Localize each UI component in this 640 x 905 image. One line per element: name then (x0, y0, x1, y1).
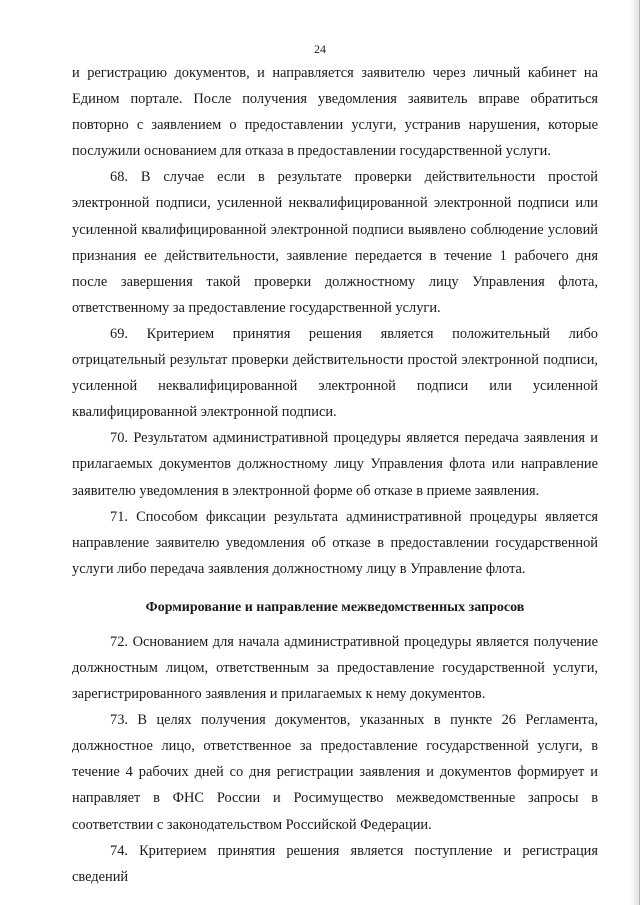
paragraph-73: 73. В целях получения документов, указанных в пункте 26 Регламента, должностное лицо, ответственное за предоставление государственной услуги, в течение 4 рабочих дней со дня регистрации заявления и документов формирует и направляет в ФНС России и Росимущество межведомственные запросы в соответствии с законодательством Российской Федерации. (72, 712, 598, 833)
paragraph-68: 68. В случае если в результате проверки действительности простой электронной подписи, усиленной неквалифицированной электронной подписи или усиленной квалифицированной электронной подписи выявлено соблюдение условий признания ее действительности, заявление передается в течение 1 рабочего дня после завершения такой проверки должностному лицу Управления флота, ответственному за предоставление государственной услуги. (72, 169, 598, 316)
section-heading: Формирование и направление межведомственных запросов (145, 599, 525, 615)
document-body (72, 60, 598, 890)
paragraph-72: 72. Основанием для начала административной процедуры является получение должностным лицом, ответственным за предоставление государственной услуги, зарегистрированного заявления и прилагаемых к нему документов. (72, 633, 598, 703)
paragraph-70: 70. Результатом административной процедуры является передача заявления и прилагаемых документов должностному лицу Управления флота или направление заявителю уведомления в электронной форме об отказе в приеме заявления. (72, 430, 598, 499)
paragraph-71: 71. Способом фиксации результата административной процедуры является направление заявителю уведомления об отказе в предоставлении государственной услуги либо передача заявления должностному лицу в Управление флота. (72, 508, 598, 577)
paragraph-continuation: и регистрацию документов, и направляется заявителю через личный кабинет на Едином портале. После получения уведомления заявитель вправе обратиться повторно с заявлением о предоставлении услуги, устранив нарушения, которые послужили основанием для отказа в предоставлении государственной услуги. (72, 65, 598, 160)
page-number: 24 (314, 42, 326, 56)
paragraph-74: 74. Критерием принятия решения является поступление и регистрация сведений (72, 842, 598, 885)
paragraph-69: 69. Критерием принятия решения является положительный либо отрицательный результат проверки действительности простой электронной подписи, усиленной неквалифицированной электронной подписи или усиленной квалифицированной электронной подписи. (72, 325, 598, 421)
